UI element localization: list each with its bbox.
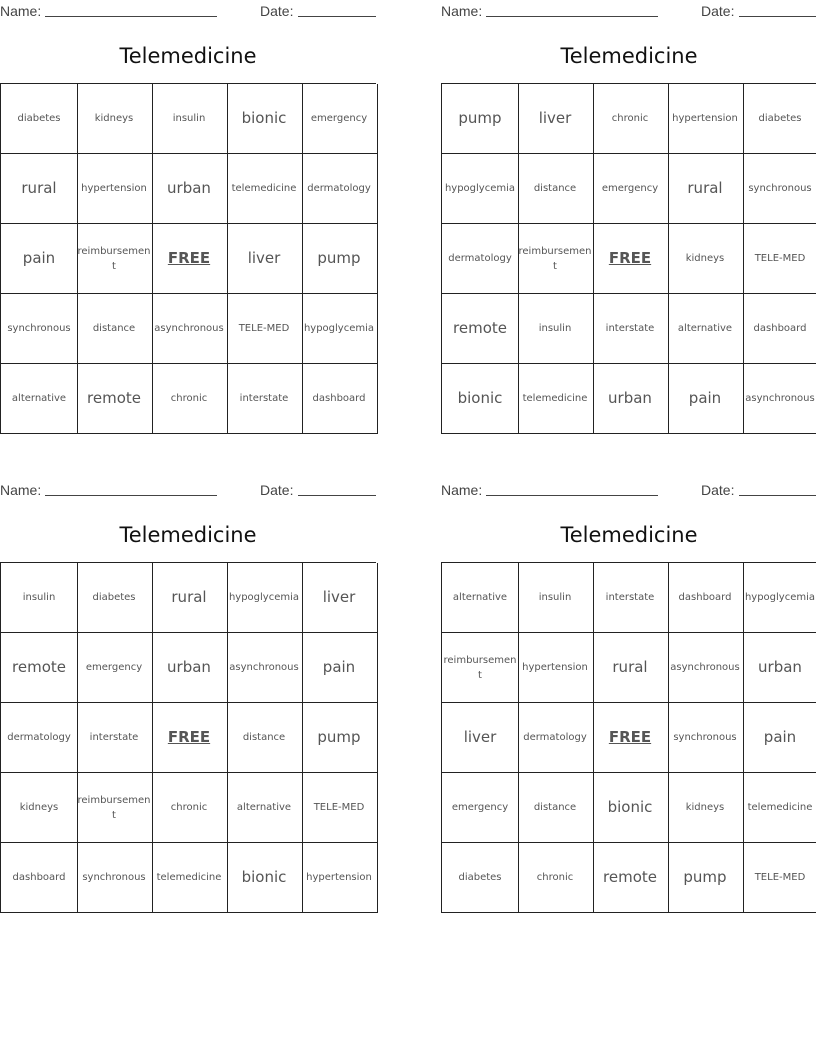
bingo-cell: telemedicine: [742, 773, 816, 843]
bingo-cell: asynchronous: [151, 294, 228, 364]
bingo-cell: diabetes: [76, 563, 153, 633]
name-label: Name:: [0, 3, 42, 19]
bingo-cell: synchronous: [667, 703, 744, 773]
bingo-cell: dermatology: [442, 224, 519, 294]
bingo-cell: reimbursement: [76, 224, 153, 294]
bingo-cell: remote: [442, 294, 519, 364]
bingo-cell: emergency: [592, 154, 669, 224]
bingo-cell: liver: [517, 84, 594, 154]
bingo-cell: pump: [442, 84, 519, 154]
bingo-cell: liver: [442, 703, 519, 773]
bingo-cell: alternative: [226, 773, 303, 843]
bingo-cell: kidneys: [667, 773, 744, 843]
bingo-cell: chronic: [151, 773, 228, 843]
bingo-cell: emergency: [442, 773, 519, 843]
bingo-card-4: [441, 479, 816, 887]
bingo-cell: liver: [226, 224, 303, 294]
bingo-cell: chronic: [592, 84, 669, 154]
card-title: Telemedicine: [119, 44, 257, 68]
bingo-cell: pain: [667, 364, 744, 434]
card-title: Telemedicine: [119, 523, 257, 547]
name-line: [45, 495, 217, 496]
bingo-cell: distance: [226, 703, 303, 773]
bingo-cell: pain: [1, 224, 78, 294]
bingo-cell: insulin: [1, 563, 78, 633]
bingo-cell: dermatology: [301, 154, 378, 224]
name-line: [45, 16, 217, 17]
bingo-cell: rural: [592, 633, 669, 703]
name-line: [486, 16, 658, 17]
bingo-cell: pump: [301, 703, 378, 773]
date-line: [298, 16, 376, 17]
bingo-cell: dashboard: [301, 364, 378, 434]
bingo-cell: telemedicine: [226, 154, 303, 224]
date-line: [298, 495, 376, 496]
bingo-cell: interstate: [226, 364, 303, 434]
bingo-cell: bionic: [226, 84, 303, 154]
bingo-cell: urban: [592, 364, 669, 434]
card-header: [0, 479, 376, 501]
bingo-grid: [441, 562, 816, 913]
bingo-cell: hypoglycemia: [442, 154, 519, 224]
bingo-cell: pain: [301, 633, 378, 703]
bingo-cell: telemedicine: [517, 364, 594, 434]
bingo-cell: remote: [1, 633, 78, 703]
bingo-cell: insulin: [517, 563, 594, 633]
bingo-cell: reimbursement: [442, 633, 519, 703]
date-line: [739, 16, 816, 17]
free-space: FREE: [592, 703, 669, 773]
bingo-cell: TELE-MED: [742, 224, 816, 294]
bingo-cell: chronic: [151, 364, 228, 434]
bingo-cell: alternative: [442, 563, 519, 633]
name-line: [486, 495, 658, 496]
bingo-cell: distance: [517, 773, 594, 843]
card-title: Telemedicine: [560, 44, 698, 68]
card-header: [441, 0, 816, 22]
bingo-cell: reimbursement: [76, 773, 153, 843]
bingo-cell: distance: [517, 154, 594, 224]
bingo-cell: kidneys: [667, 224, 744, 294]
bingo-cell: distance: [76, 294, 153, 364]
bingo-cell: bionic: [226, 843, 303, 913]
bingo-cell: bionic: [442, 364, 519, 434]
card-header: [441, 479, 816, 501]
bingo-cell: interstate: [592, 563, 669, 633]
bingo-cell: synchronous: [1, 294, 78, 364]
bingo-cell: TELE-MED: [226, 294, 303, 364]
bingo-cell: urban: [742, 633, 816, 703]
bingo-cell: asynchronous: [226, 633, 303, 703]
bingo-cell: liver: [301, 563, 378, 633]
bingo-cell: insulin: [151, 84, 228, 154]
bingo-cell: reimbursement: [517, 224, 594, 294]
name-label: Name:: [441, 482, 483, 498]
bingo-cell: kidneys: [76, 84, 153, 154]
bingo-cell: dermatology: [1, 703, 78, 773]
bingo-grid: [441, 83, 816, 434]
bingo-cell: interstate: [76, 703, 153, 773]
date-line: [739, 495, 816, 496]
bingo-cell: emergency: [301, 84, 378, 154]
bingo-card-1: [0, 0, 376, 408]
free-space: FREE: [592, 224, 669, 294]
bingo-card-2: [441, 0, 816, 408]
bingo-cell: pain: [742, 703, 816, 773]
bingo-cell: insulin: [517, 294, 594, 364]
bingo-cell: dashboard: [667, 563, 744, 633]
card-title: Telemedicine: [560, 523, 698, 547]
bingo-cell: telemedicine: [151, 843, 228, 913]
bingo-cell: TELE-MED: [742, 843, 816, 913]
bingo-cell: diabetes: [1, 84, 78, 154]
bingo-cell: dashboard: [742, 294, 816, 364]
name-label: Name:: [441, 3, 483, 19]
bingo-cell: rural: [1, 154, 78, 224]
bingo-cell: urban: [151, 633, 228, 703]
bingo-card-3: [0, 479, 376, 887]
bingo-cell: pump: [301, 224, 378, 294]
bingo-cell: chronic: [517, 843, 594, 913]
bingo-cell: hypertension: [667, 84, 744, 154]
bingo-grid: [0, 562, 376, 913]
date-label: Date:: [260, 482, 294, 498]
free-space: FREE: [151, 703, 228, 773]
bingo-cell: hypertension: [517, 633, 594, 703]
bingo-cell: alternative: [1, 364, 78, 434]
name-label: Name:: [0, 482, 42, 498]
bingo-cell: hypoglycemia: [742, 563, 816, 633]
bingo-cell: remote: [592, 843, 669, 913]
bingo-cell: alternative: [667, 294, 744, 364]
bingo-grid: [0, 83, 376, 434]
bingo-cell: interstate: [592, 294, 669, 364]
bingo-cell: pump: [667, 843, 744, 913]
bingo-cell: hypoglycemia: [226, 563, 303, 633]
date-label: Date:: [701, 3, 735, 19]
bingo-cell: synchronous: [76, 843, 153, 913]
bingo-cell: diabetes: [442, 843, 519, 913]
bingo-cell: asynchronous: [667, 633, 744, 703]
bingo-cell: hypertension: [301, 843, 378, 913]
bingo-cell: kidneys: [1, 773, 78, 843]
bingo-cell: remote: [76, 364, 153, 434]
bingo-cell: hypertension: [76, 154, 153, 224]
date-label: Date:: [260, 3, 294, 19]
bingo-cell: rural: [667, 154, 744, 224]
bingo-cell: dermatology: [517, 703, 594, 773]
bingo-cell: urban: [151, 154, 228, 224]
bingo-cell: synchronous: [742, 154, 816, 224]
date-label: Date:: [701, 482, 735, 498]
bingo-cell: asynchronous: [742, 364, 816, 434]
bingo-cell: rural: [151, 563, 228, 633]
card-header: [0, 0, 376, 22]
free-space: FREE: [151, 224, 228, 294]
bingo-cell: dashboard: [1, 843, 78, 913]
bingo-cell: bionic: [592, 773, 669, 843]
bingo-cell: TELE-MED: [301, 773, 378, 843]
bingo-cell: diabetes: [742, 84, 816, 154]
bingo-cell: emergency: [76, 633, 153, 703]
bingo-cell: hypoglycemia: [301, 294, 378, 364]
